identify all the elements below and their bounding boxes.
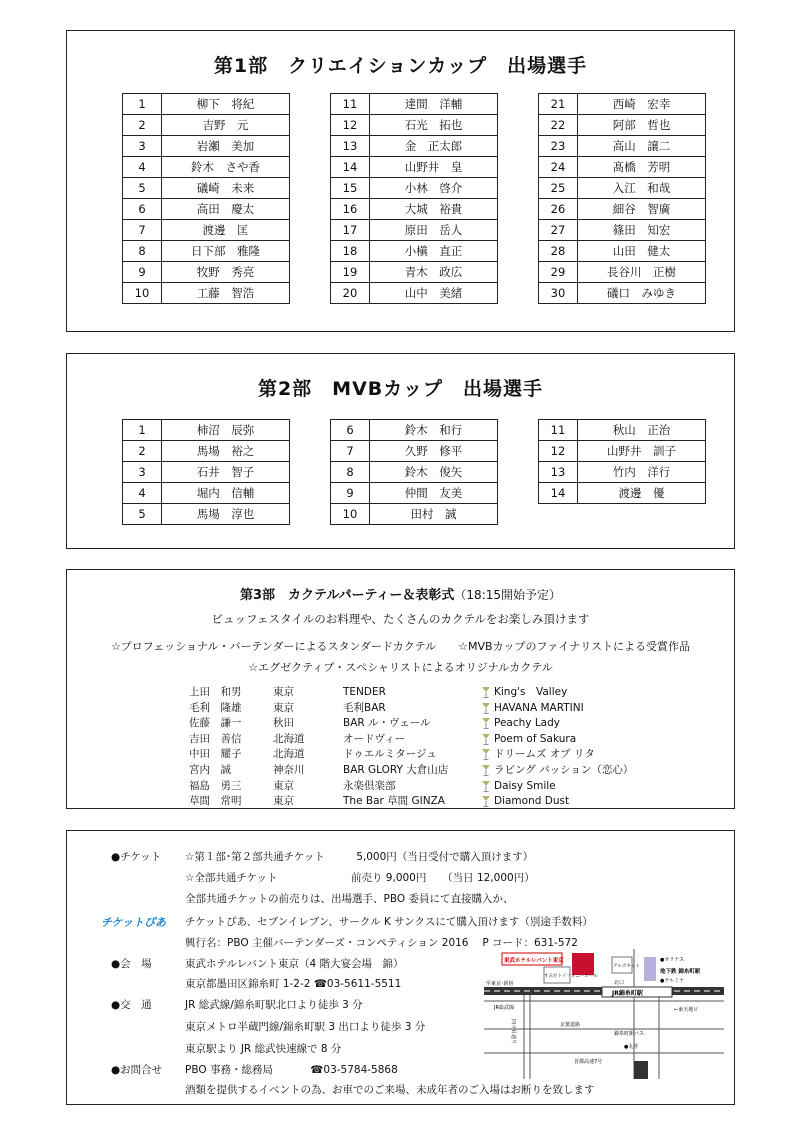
entry-number: 24 xyxy=(539,157,578,178)
cocktail-glass-icon xyxy=(482,749,490,760)
cocktail-name: Daisy Smile xyxy=(494,779,556,792)
roster-row xyxy=(123,483,290,504)
entry-number: 6 xyxy=(123,199,162,220)
part3-title-text: 第3部 カクテルパーティー＆表彰式 xyxy=(239,588,455,603)
roster-row xyxy=(123,241,290,262)
part3-lead: ビュッフェスタイルのお料理や、たくさんのカクテルをお楽しみ頂けます xyxy=(211,612,590,626)
roster-row xyxy=(539,199,706,220)
entry-number: 10 xyxy=(331,504,370,525)
part1-title: 第1部 クリエイションカップ 出場選手 xyxy=(213,55,588,77)
part1-table-2 xyxy=(330,93,498,304)
entry-name: 入江 和哉 xyxy=(578,178,706,199)
roster-row xyxy=(123,420,290,441)
bartender-region: 神奈川 xyxy=(273,763,305,776)
access-line1: JR 総武線/錦糸町駅北口より徒歩 3 分 xyxy=(185,999,363,1011)
roster-row xyxy=(539,283,706,304)
ticket-line2: ☆全部共通チケット 前売り 9,000円 （当日 12,000円） xyxy=(185,872,535,884)
entry-name: 岩瀬 美加 xyxy=(162,136,290,157)
map-bus-label: 錦糸町駅バス xyxy=(614,1031,645,1037)
roster-row xyxy=(123,441,290,462)
entry-number: 25 xyxy=(539,178,578,199)
entry-number: 14 xyxy=(331,157,370,178)
map-tenjin-label: ←東天地ビ xyxy=(674,1007,699,1013)
subway-station-marker xyxy=(644,957,656,981)
roster-row xyxy=(331,94,498,115)
entry-number: 22 xyxy=(539,115,578,136)
entry-name: 金 正太郎 xyxy=(370,136,498,157)
entry-name: 山野井 皇 xyxy=(370,157,498,178)
entry-number: 29 xyxy=(539,262,578,283)
cocktail-name: ドリームズ オブ リタ xyxy=(494,748,595,761)
roster-row xyxy=(331,283,498,304)
roster-row xyxy=(331,420,498,441)
contact-label: ●お問合せ xyxy=(111,1064,163,1076)
cocktail-glass-icon xyxy=(482,781,490,792)
part2-table-2 xyxy=(330,419,498,525)
entry-number: 27 xyxy=(539,220,578,241)
bartender-name: 吉田 善信 xyxy=(189,732,242,745)
roster-row xyxy=(123,504,290,525)
access-line3: 東京駅より JR 総武快速線で 8 分 xyxy=(185,1043,342,1055)
bartender-name: 佐藤 謙一 xyxy=(189,717,242,730)
entry-number: 18 xyxy=(331,241,370,262)
entry-name: 渡邊 優 xyxy=(578,483,706,504)
bar-name: BAR ル・ヴェール xyxy=(343,717,431,730)
entry-name: 達間 洋輔 xyxy=(370,94,498,115)
entry-name: 山中 美緒 xyxy=(370,283,498,304)
part1-section xyxy=(66,30,735,332)
roster-row xyxy=(539,94,706,115)
roster-row xyxy=(331,115,498,136)
bartender-region: 東京 xyxy=(273,795,294,808)
roster-row xyxy=(539,220,706,241)
part1-table-3 xyxy=(538,93,706,304)
part3-subtitle: （18:15開始予定） xyxy=(454,588,562,602)
bar-name: 毛利BAR xyxy=(343,701,386,714)
entry-name: 仲間 友美 xyxy=(370,483,498,504)
entry-name: 小林 啓介 xyxy=(370,178,498,199)
entry-name: 石井 智子 xyxy=(162,462,290,483)
entry-number: 28 xyxy=(539,241,578,262)
roster-row xyxy=(123,199,290,220)
part2-table-1 xyxy=(122,419,290,525)
entry-number: 9 xyxy=(331,483,370,504)
entry-name: 石光 拓也 xyxy=(370,115,498,136)
venue-line1: 東武ホテルレバント東京（4 階大宴会場 錦） xyxy=(185,958,404,970)
roster-row xyxy=(539,241,706,262)
entry-name: 日下部 雅隆 xyxy=(162,241,290,262)
entry-number: 10 xyxy=(123,283,162,304)
cocktail-name: ラビング パッション（恋心） xyxy=(494,763,634,776)
cocktail-name: Diamond Dust xyxy=(494,795,570,808)
entry-number: 7 xyxy=(331,441,370,462)
roster-row xyxy=(123,462,290,483)
entry-name: 西崎 宏幸 xyxy=(578,94,706,115)
access-line2: 東京メトロ半蔵門線/錦糸町駅 3 出口より徒歩 3 分 xyxy=(185,1021,426,1033)
map-dir-label: 至東京･新宿 xyxy=(486,981,514,987)
entry-name: 鈴木 俊矢 xyxy=(370,462,498,483)
entry-number: 11 xyxy=(539,420,578,441)
venue-tel: 03-5611-5511 xyxy=(326,978,402,990)
entry-number: 15 xyxy=(331,178,370,199)
phone-icon: ☎ xyxy=(313,978,327,990)
entry-number: 7 xyxy=(123,220,162,241)
map-expressway-label: 首都高速7号 xyxy=(574,1059,603,1065)
entry-number: 12 xyxy=(331,115,370,136)
map-station-label: JR錦糸町駅 xyxy=(612,990,643,997)
access-label: ●交 通 xyxy=(111,999,152,1011)
cocktail-glass-icon xyxy=(482,687,490,698)
ticket-label: ●チケット xyxy=(111,851,162,863)
bar-name: オードヴィー xyxy=(343,732,406,745)
roster-row xyxy=(123,115,290,136)
roster-row xyxy=(539,178,706,199)
cocktail-glass-icon xyxy=(482,796,490,807)
bartender-region: 東京 xyxy=(273,779,294,792)
part3-line2: ☆エグゼクティブ・スペシャリストによるオリジナルカクテル xyxy=(248,661,553,674)
entry-number: 5 xyxy=(123,504,162,525)
entry-name: 工藤 智浩 xyxy=(162,283,290,304)
roster-row xyxy=(331,178,498,199)
roster-row xyxy=(123,136,290,157)
entry-name: 柳下 将紀 xyxy=(162,94,290,115)
entry-number: 5 xyxy=(123,178,162,199)
map-marui-label: ●丸井 xyxy=(624,1044,639,1050)
bartender-name: 中田 耀子 xyxy=(189,748,242,761)
venue-line2 xyxy=(185,976,401,991)
roster-row xyxy=(539,483,706,504)
entry-name: 大城 裕貴 xyxy=(370,199,498,220)
entry-number: 12 xyxy=(539,441,578,462)
cocktail-name: Poem of Sakura xyxy=(494,732,577,745)
part2-title: 第2部 MVBカップ 出場選手 xyxy=(257,378,544,400)
roster-row xyxy=(331,462,498,483)
entry-number: 11 xyxy=(331,94,370,115)
roster-row xyxy=(331,136,498,157)
entry-number: 8 xyxy=(331,462,370,483)
entry-number: 23 xyxy=(539,136,578,157)
bartender-name: 草間 常明 xyxy=(189,795,242,808)
notice: 酒類を提供するイベントの為、お車でのご来場、未成年者のご入場はお断りを致します xyxy=(185,1084,595,1096)
roster-row xyxy=(539,441,706,462)
bar-name: BAR GLORY 大倉山店 xyxy=(343,763,449,776)
roster-row xyxy=(123,157,290,178)
part3-title xyxy=(67,584,734,603)
entry-name: 礒崎 未来 xyxy=(162,178,290,199)
entry-number: 4 xyxy=(123,157,162,178)
map-orinas-label: ●オリナス xyxy=(660,957,685,963)
ticket-line5: 興行名：PBO 主催バーテンダーズ・コンペティション 2016 P コード：631-572 xyxy=(185,937,578,949)
ticket-line1: ☆第１部･第２部共通チケット 5,000円（当日受付で購入頂けます） xyxy=(185,851,534,863)
roster-row xyxy=(123,262,290,283)
roster-row xyxy=(123,283,290,304)
cocktail-glass-icon xyxy=(482,734,490,745)
cocktail-glass-icon xyxy=(482,765,490,776)
entry-number: 6 xyxy=(331,420,370,441)
roster-row xyxy=(123,220,290,241)
hotel-building xyxy=(572,953,594,975)
entry-name: 髙橋 芳明 xyxy=(578,157,706,178)
entry-name: 篠田 知宏 xyxy=(578,220,706,241)
entry-name: 堀内 信輔 xyxy=(162,483,290,504)
part2-section xyxy=(66,353,735,549)
cocktail-glass-icon xyxy=(482,718,490,729)
roster-row xyxy=(331,504,498,525)
part2-table-3 xyxy=(538,419,706,504)
entry-name: 山野井 訓子 xyxy=(578,441,706,462)
roster-row xyxy=(539,136,706,157)
entry-number: 1 xyxy=(123,94,162,115)
cocktail-name: HAVANA MARTINI xyxy=(494,701,584,714)
map-exit-label: 北口 xyxy=(614,980,625,986)
bartender-name: 上田 和男 xyxy=(189,686,242,698)
entry-number: 3 xyxy=(123,136,162,157)
roster-row xyxy=(539,462,706,483)
bartender-region: 北海道 xyxy=(273,748,305,761)
map-termina-label: ●テルミナ xyxy=(660,978,685,984)
roster-row xyxy=(331,199,498,220)
bartender-name: 毛利 隆雄 xyxy=(189,701,242,714)
bar-name: The Bar 草間 GINZA xyxy=(343,795,445,808)
entry-number: 3 xyxy=(123,462,162,483)
entry-name: 馬場 淳也 xyxy=(162,504,290,525)
entry-number: 2 xyxy=(123,115,162,136)
entry-number: 21 xyxy=(539,94,578,115)
cocktail-name: Peachy Lady xyxy=(494,717,560,730)
venue-label: ●会 場 xyxy=(111,958,152,970)
entry-number: 26 xyxy=(539,199,578,220)
cocktail-name: King's Valley xyxy=(494,686,568,698)
entry-number: 13 xyxy=(539,462,578,483)
map-subway-label: 地下鉄 錦糸町駅 xyxy=(660,969,701,975)
ticket-line3: 全部共通チケットの前売りは、出場選手、PBO 委員にて直接購入か、 xyxy=(185,893,514,905)
bartender-region: 北海道 xyxy=(273,732,305,745)
phone-icon: ☎ xyxy=(310,1064,324,1076)
entry-name: 田村 誠 xyxy=(370,504,498,525)
entry-number: 13 xyxy=(331,136,370,157)
entry-name: 鈴木 さや香 xyxy=(162,157,290,178)
entry-name: 高田 慶太 xyxy=(162,199,290,220)
entry-name: 吉野 元 xyxy=(162,115,290,136)
entry-number: 20 xyxy=(331,283,370,304)
entry-number: 14 xyxy=(539,483,578,504)
entry-number: 2 xyxy=(123,441,162,462)
bartender-name: 宮内 誠 xyxy=(189,763,231,776)
access-map-svg xyxy=(484,949,724,1079)
entry-number: 17 xyxy=(331,220,370,241)
map-yotsume-label: 四ツ目通り xyxy=(510,1019,516,1045)
entry-name: 長谷川 正樹 xyxy=(578,262,706,283)
contact-office: PBO 事務・総務局 xyxy=(185,1064,273,1076)
roster-row xyxy=(539,115,706,136)
entry-name: 馬場 裕之 xyxy=(162,441,290,462)
contact-tel: 03-5784-5868 xyxy=(323,1064,398,1076)
entry-name: 小槇 直正 xyxy=(370,241,498,262)
map-hotel-label: 東武ホテルレバント東京 xyxy=(504,958,564,964)
roster-row xyxy=(539,420,706,441)
roster-row xyxy=(331,262,498,283)
entry-number: 9 xyxy=(123,262,162,283)
part1-table-1 xyxy=(122,93,290,304)
entry-name: 高山 譲二 xyxy=(578,136,706,157)
roster-row xyxy=(331,483,498,504)
bartender-region: 東京 xyxy=(273,701,294,714)
entry-name: 柿沼 辰弥 xyxy=(162,420,290,441)
bartender-region: 東京 xyxy=(273,686,294,698)
cocktail-glass-icon xyxy=(482,703,490,714)
roster-row xyxy=(539,157,706,178)
entry-number: 4 xyxy=(123,483,162,504)
contact-line xyxy=(185,1062,398,1077)
part3-line1: ☆プロフェッショナル・バーテンダーによるスタンダードカクテル ☆MVBカップのファイナリストによる受賞作品 xyxy=(110,640,691,653)
bartender-name: 福島 勇三 xyxy=(189,779,242,792)
access-map xyxy=(484,949,724,1079)
entry-name: 阿部 哲也 xyxy=(578,115,706,136)
roster-row xyxy=(331,157,498,178)
entry-name: 細谷 智廣 xyxy=(578,199,706,220)
bar-name: TENDER xyxy=(343,686,386,698)
entry-name: 竹内 洋行 xyxy=(578,462,706,483)
ticket-line4: チケットぴあ、セブンイレブン、サークル K サンクスにて購入頂けます（別途手数料） xyxy=(185,916,593,928)
expressway-marker xyxy=(634,1061,648,1079)
roster-row xyxy=(539,262,706,283)
bar-name: 永楽倶楽部 xyxy=(343,779,396,792)
roster-row xyxy=(123,178,290,199)
map-hall-label: すみだトリフォニーホール xyxy=(544,974,598,979)
map-keio-label: 京葉道路 xyxy=(560,1022,581,1028)
entry-name: 牧野 秀亮 xyxy=(162,262,290,283)
roster-row xyxy=(123,94,290,115)
entry-number: 1 xyxy=(123,420,162,441)
roster-row xyxy=(331,441,498,462)
entry-number: 16 xyxy=(331,199,370,220)
entry-number: 30 xyxy=(539,283,578,304)
entry-name: 青木 政広 xyxy=(370,262,498,283)
entry-name: 鈴木 和行 xyxy=(370,420,498,441)
roster-row xyxy=(331,241,498,262)
bartender-region: 秋田 xyxy=(273,717,294,730)
entry-name: 礒口 みゆき xyxy=(578,283,706,304)
entry-name: 原田 岳人 xyxy=(370,220,498,241)
bar-name: ドゥエルミタージュ xyxy=(343,748,437,761)
entry-name: 秋山 正治 xyxy=(578,420,706,441)
venue-address: 東京都墨田区錦糸町 1-2-2 xyxy=(185,978,311,990)
entry-name: 久野 修平 xyxy=(370,441,498,462)
map-jr-line-label: JR総武線 xyxy=(494,1005,514,1011)
entry-number: 19 xyxy=(331,262,370,283)
pia-logo: チケットぴあ xyxy=(101,916,167,929)
part3-section xyxy=(66,569,735,809)
entry-name: 渡邊 匡 xyxy=(162,220,290,241)
entry-name: 山田 健太 xyxy=(578,241,706,262)
entry-number: 8 xyxy=(123,241,162,262)
roster-row xyxy=(331,220,498,241)
map-arcade-label: アルカキット xyxy=(613,964,640,969)
info-section xyxy=(66,830,735,1105)
